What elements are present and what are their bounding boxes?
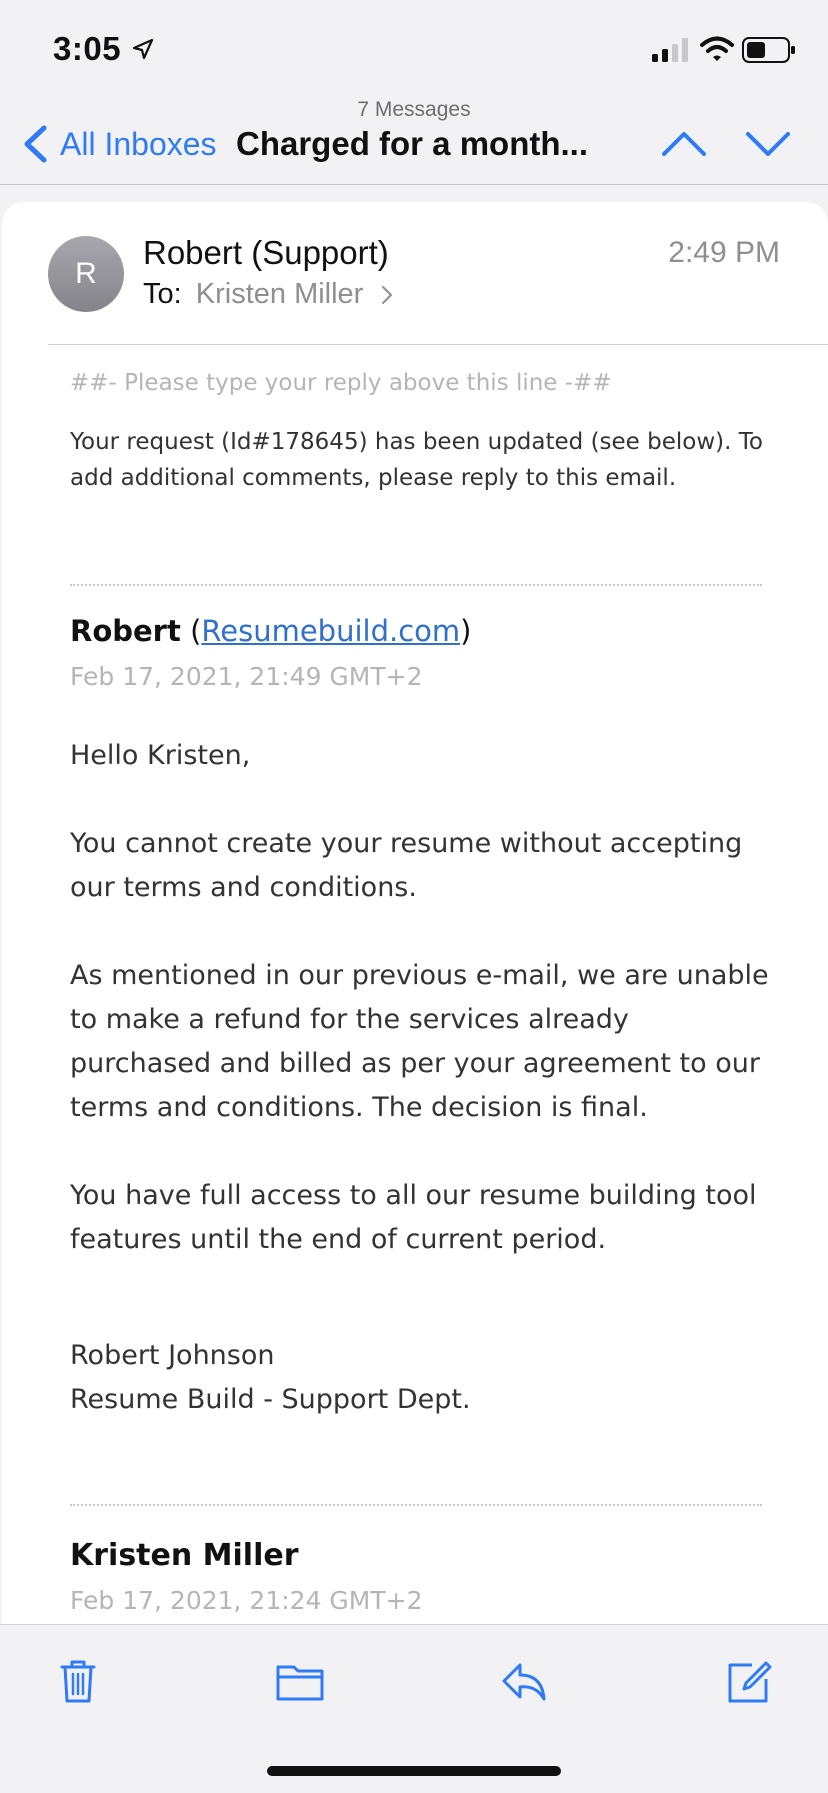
entry-separator <box>70 584 762 586</box>
nav-bar <box>0 96 828 185</box>
recipient-name: Kristen Miller <box>195 278 364 310</box>
paragraph-1: You cannot create your resume without accepting our terms and conditions. <box>70 828 743 903</box>
home-indicator <box>267 1766 561 1776</box>
chevron-up-icon[interactable] <box>660 126 708 162</box>
entry-date: Feb 17, 2021, 21:24 GMT+2 <box>70 1586 423 1615</box>
status-time: 3:05 <box>53 30 122 67</box>
recipient-row[interactable] <box>143 278 393 311</box>
update-notice: Your request (Id#178645) has been updated (see below). To add additional comments, please reply to this email. <box>70 429 763 491</box>
thread-title: Charged for a month... <box>236 125 589 162</box>
header-divider <box>48 344 828 345</box>
avatar[interactable]: R <box>48 236 124 312</box>
paragraph-2: As mentioned in our previous e-mail, we are unable to make a refund for the services already purchased and billed as per your agreement to our terms and conditions. The decision is final. <box>70 960 769 1123</box>
reply-icon[interactable] <box>498 1655 550 1707</box>
chevron-left-icon <box>22 125 48 163</box>
location-arrow-icon <box>132 38 154 60</box>
entry-separator <box>70 1504 762 1506</box>
message-time: 2:49 PM <box>668 236 780 269</box>
signature-dept: Resume Build - Support Dept. <box>70 1384 471 1415</box>
entry-author-open: ( <box>180 614 202 648</box>
wifi-icon <box>700 36 734 62</box>
message-count: 7 Messages <box>357 98 471 121</box>
back-label: All Inboxes <box>60 125 217 162</box>
battery-icon <box>742 37 796 63</box>
trash-icon[interactable] <box>52 1655 104 1707</box>
status-bar <box>0 0 828 96</box>
entry-author: Kristen Miller <box>70 1538 299 1573</box>
message-card <box>2 202 828 1624</box>
entry-date: Feb 17, 2021, 21:49 GMT+2 <box>70 662 423 691</box>
signature-name: Robert Johnson <box>70 1340 275 1371</box>
entry-author <box>70 614 770 648</box>
cellular-signal-icon <box>652 38 690 62</box>
entry-author-link[interactable]: Resumebuild.com <box>201 614 461 648</box>
reply-line: ##- Please type your reply above this line -## <box>70 370 612 396</box>
entry-author-close: ) <box>460 614 472 648</box>
sender-name[interactable]: Robert (Support) <box>143 234 389 271</box>
chevron-right-icon <box>381 285 393 305</box>
folder-icon[interactable] <box>274 1655 326 1707</box>
chevron-down-icon[interactable] <box>744 126 792 162</box>
back-button[interactable] <box>22 122 217 166</box>
greeting: Hello Kristen, <box>70 740 251 771</box>
paragraph-3: You have full access to all our resume building tool features until the end of current period. <box>70 1180 757 1255</box>
to-label: To: <box>143 278 182 310</box>
entry-author-name: Robert <box>70 614 181 648</box>
compose-icon[interactable] <box>722 1655 774 1707</box>
